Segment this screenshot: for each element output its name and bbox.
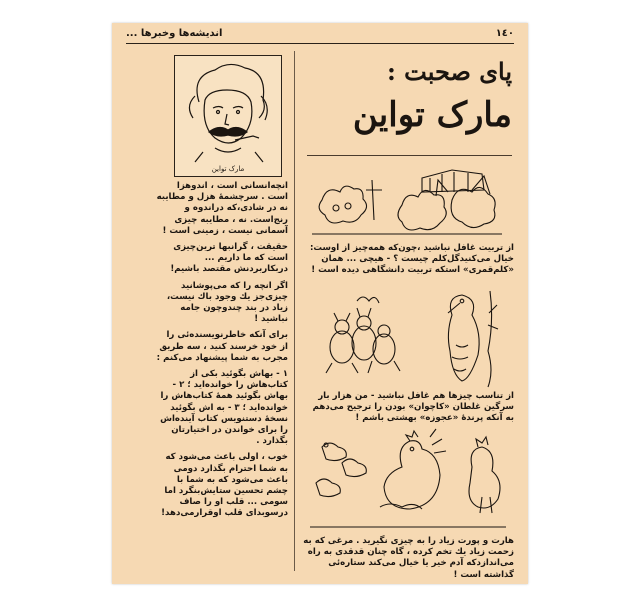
caption-proportion: از تناسب چیزها هم غافل نباشید - من هزار بار سرگین غلطان «کاچوان» بودن را ترجیح می‌دهم به آنکه پرندهٔ «عجوزه» بهشتی باشم ! <box>312 391 514 424</box>
quote-paragraph: خوب ، اولی باعث می‌شود که به شما احترام بگذارد دومی باعث می‌شود که به شما با چشم تحسین ستایش‌بنگرد اما سومی ... قلب او را صاف درسوبدای قلب اوقرارمی‌دهد! <box>161 452 288 519</box>
quote-paragraph: انچه‌انسانی است ، اندوهزا است . سرچشمهٔ هزل و مطایبه نه در شادی،که دراندوه و رنج‌است. نه ، مطایبه چیزی آسمانی نیست ، زمینی است ! <box>156 181 288 236</box>
cauliflower-illustration <box>302 160 512 242</box>
running-title: اندیشه‌ها وخبرها ... <box>126 28 223 39</box>
caption-nurture: از تربیت غافل نباشید ،چون‌که همه‌چیز از اوست: خیال می‌کنیدگل‌کلم چیست ؟ - هیچی ... همان «کلم‌قمری» استکه تربیت دانشگاهی دیده است ! <box>309 243 514 276</box>
article-title-block <box>307 57 512 157</box>
cauliflower-drawing <box>302 160 512 242</box>
title-underline <box>307 155 512 156</box>
quote-paragraph: برای آنکه خاطرنویسنده‌ئی را از خود خرسند کنید ، سه طریق مجرب به شما پیشنهاد می‌کنم : <box>156 330 288 363</box>
caption-boasting: هارت و پورت زیاد را به چیزی نگیرید . مرغی که به زحمت زیاد یك تخم کرده ، گاه چنان قدقدی به راه می‌اندازدکه آدم خیر یا خیال می‌کند ستاره‌ئی گذاشته است ! <box>303 536 514 580</box>
article-title: مارک تواین <box>352 95 512 135</box>
quote-paragraph: اگر انچه را که می‌پوشانید چیزی‌جز یك وجود باك نیست، زیاد در بند چندوچون جامه نباشید ! <box>166 280 288 325</box>
hens-illustration <box>302 427 512 535</box>
hens-drawing <box>302 427 512 535</box>
quotes-column <box>156 181 288 576</box>
magazine-page <box>112 23 528 584</box>
mark-twain-portrait <box>175 56 281 176</box>
article-kicker: پای صحبت : <box>386 57 512 86</box>
column-divider <box>294 51 295 571</box>
page-header <box>126 27 514 44</box>
quote-paragraph: ١ - بهاش بگوئید بکی از کتاب‌هاش را خوانده‌اید ؛ ٢ - بهاش بگوئید همهٔ کتاب‌هاش را خوانده‌اید ؛ ٣ - به اش بگوئید نسخهٔ دستنویس کتاب آینده‌اش را برای خواندن در اختیارتان بگذارد . <box>160 369 288 447</box>
beetle-bird-drawing <box>302 285 512 389</box>
page-number: ١٤٠ <box>495 28 514 39</box>
beetle-bird-illustration <box>302 285 512 389</box>
portrait-caption: مارک تواین <box>211 165 245 173</box>
portrait-frame <box>174 55 282 177</box>
quote-paragraph: حقیقت ، گرانبها ترین‌چیزی است که ما داریم ... دربکاربردنش مقتصد باشیم! <box>170 242 288 275</box>
